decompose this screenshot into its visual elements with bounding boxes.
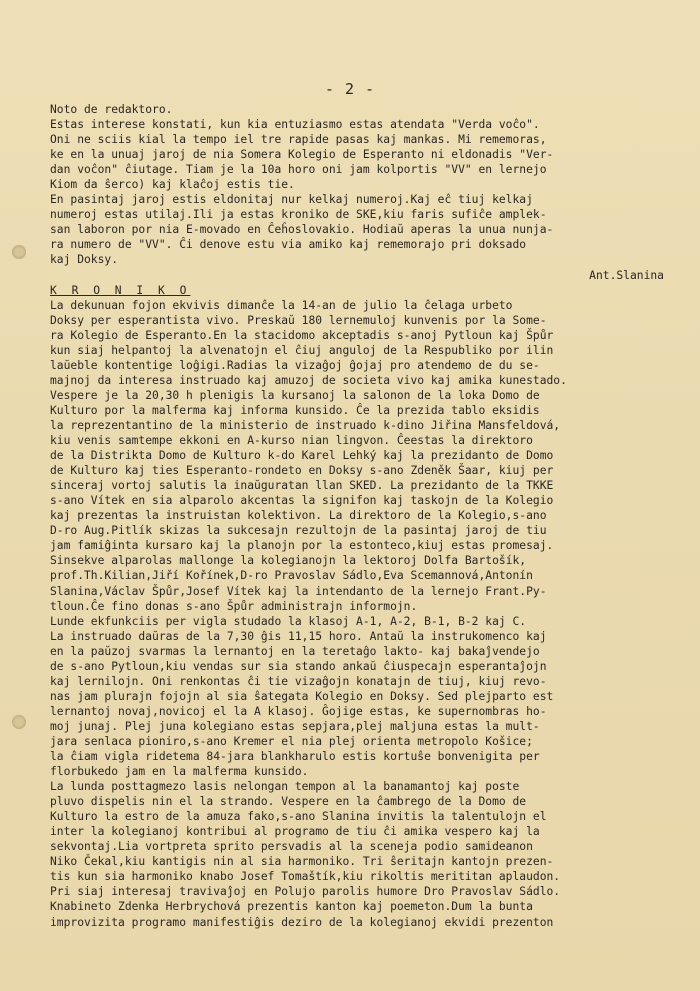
text-line: s-ano Vítek en sia alparolo akcentas la signifon kaj taskojn de la Kolegio (50, 494, 554, 508)
text-line: la reprezentantino de la ministerio de instruado k-dino Jiřina Mansfeldová, (50, 418, 561, 432)
text-line: en la paŭzoj svarmas la lernantoj en la teretaĝo lakto- kaj bakaĵvendejo (50, 644, 540, 658)
text-line: prof.Th.Kilian,Jiří Kořínek,D-ro Pravoslav Sádlo,Eva Scemannová,Antonín (50, 569, 533, 583)
text-line: En pasintaj jaroj estis eldonitaj nur kelkaj numeroj.Kaj eĉ tiuj kelkaj (50, 193, 533, 207)
text-line: Oni ne sciis kial la tempo iel tre rapide pasas kaj mankas. Mi rememoras, (50, 133, 547, 147)
text-line: inter la kolegianoj kontribui al programo de tiu ĉi amika vespero kaj la (50, 825, 540, 839)
punch-hole (12, 715, 26, 729)
text-line: sekvontaj.Lia vortpreta sprito persvadis al la sceneja podio samideanon (50, 840, 533, 854)
text-line: jam famiĝinta kursaro kaj la planojn por la estonteco,kiuj estas promesaj. (50, 539, 554, 553)
text-line: tis kun sia harmoniko knabo Josef Tomaštík,kiu rikoltis merititan aplaudon. (50, 870, 561, 884)
text-line: laŭeble kontentige loĝigi.Radias la vizaĝoj ĝojaj pro atendemo de du se- (50, 358, 540, 372)
text-line: majnoj da interesa instruado kaj amuzoj de societa vivo kaj amika kunestado. (50, 373, 567, 387)
text-line: La lunda posttagmezo lasis nelongan tempon al la banamantoj kaj poste (50, 780, 520, 794)
text-line: Knabineto Zdenka Herbrychová prezentis kanton kaj poemeton.Dum la bunta (50, 900, 533, 914)
text-line: Kulturo por la malferma kaj informa kunsido. Ĉe la prezida tablo eksidis (50, 403, 540, 417)
text-line: kaj lernilojn. Oni renkontas ĉi tie vizaĝojn konatajn de tiuj, kiuj revo- (50, 674, 547, 688)
text-line: lernantoj novaj,novicoj el la A klasoj. Ĝojige estas, ke supernombras ho- (50, 704, 547, 718)
text-line: tloun.Ĉe fino donas s-ano Špůr administrajn informojn. (50, 599, 418, 613)
text-line: sinceraj vortoj salutis la inaŭguratan llan SKED. La prezidanto de la TKKE (50, 479, 554, 493)
text-line: Slanina,Václav Špůr,Josef Vítek kaj la intendanto de la lernejo Frant.Py- (50, 584, 547, 598)
text-line: ke en la unuaj jaroj de nia Somera Kolegio de Esperanto ni eldonadis "Ver- (50, 148, 554, 162)
editor-note-heading: Noto de redaktoro. (50, 103, 173, 116)
text-line: Lunde ekfunkciis per vigla studado la klasoj A-1, A-2, B-1, B-2 kaj C. (50, 614, 527, 628)
text-line: de Kulturo kaj ties Esperanto-rondeto en Doksy s-ano Zdeněk Šaar, kiuj per (50, 464, 554, 478)
text-line: Niko Čekal,kiu kantigis nin al sia harmoniko. Tri ŝeritajn kantojn prezen- (50, 855, 554, 869)
punch-hole (12, 245, 26, 259)
text-line: san laboron por nia E-movado en Ĉeĥoslovakio. Hodiaŭ aperas la unua nunja- (50, 223, 554, 237)
text-line: ra numero de "VV". Ĉi denove estu via amiko kaj rememorajo pri doksado (50, 238, 527, 252)
text-line: nas jam plurajn fojojn al sia ŝategata Kolegio en Doksy. Sed plejparto est (50, 689, 554, 703)
text-line: Kiom da ŝerco) kaj klaĉoj estis tie. (50, 178, 295, 192)
kroniko-body (50, 298, 676, 930)
text-line: kaj Doksy. (50, 253, 119, 267)
typed-text-body (50, 102, 676, 930)
text-line: jara senlaca pioniro,s-ano Kremer el nia plej orienta metropolo Košice; (50, 734, 533, 748)
text-line: Pri siaj interesaj travivaĵoj en Polujo parolis humore Dro Pravoslav Sádlo. (50, 885, 561, 899)
text-line: Estas interese konstati, kun kia entuziasmo estas atendata "Verda voĉo". (50, 118, 540, 132)
text-line: kun siaj helpantoj la alvenatojn el ĉiuj anguloj de la Respubliko por ilin (50, 343, 554, 357)
editor-note-body (50, 117, 676, 267)
text-line: improvizita programo manifestiĝis deziro de la kolegianoj ekvidi prezenton (50, 915, 554, 929)
text-line: pluvo dispelis nin el la strando. Vespere en la ĉambrego de la Domo de (50, 795, 527, 809)
text-line: ra Kolegio de Esperanto.En la stacidomo akceptadis s-anoj Pytloun kaj Špůr (50, 328, 554, 342)
text-line: kaj prezentas la instruistan kolektivon. La direktoro de la Kolegio,s-ano (50, 509, 547, 523)
text-line: la ĉiam vigla ridetema 84-jara blankharulo estis kortuŝe bonvenigita per (50, 750, 540, 764)
kroniko-heading: K R O N I K O (50, 283, 191, 297)
text-line: Kulturo la estro de la amuza fako,s-ano Slanina invitis la talentulojn el (50, 810, 547, 824)
text-line: La instruado daŭras de la 7,30 ĝis 11,15 horo. Antaŭ la instrukomenco kaj (50, 629, 547, 643)
text-line: Vespere je la 20,30 h plenigis la kursanoj la salonon de la loka Domo de (50, 388, 540, 402)
text-line: La dekunuan fojon ekvivis dimanĉe la 14-an de julio la ĉelaga urbeto (50, 298, 513, 312)
text-line: D-ro Aug.Pitlík skizas la sukcesajn rezultojn de la pasintaj jaroj de tiu (50, 524, 547, 538)
text-line: kiu venis samtempe ekkoni en A-kurso nian lingvon. Ĉeestas la direktoro (50, 434, 533, 448)
text-line: numeroj estas utilaj.Ili ja estas kroniko de SKE,kiu faris sufiĉe amplek- (50, 208, 547, 222)
text-line: Sinsekve alparolas mallonge la kolegianojn la lektoroj Dolfa Bartošík, (50, 554, 527, 568)
text-line: dan voĉon" ĉiutage. Tiam je la 10a horo oni jam kolportis "VV" en lernejo (50, 163, 547, 177)
page-number: - 2 - (324, 80, 376, 98)
text-line: de la Distrikta Domo de Kulturo k-do Karel Lehký kaj la prezidanto de Domo (50, 449, 554, 463)
text-line: de s-ano Pytloun,kiu vendas sur sia stando ankaŭ ĉiuspecajn esperantaĵojn (50, 659, 547, 673)
text-line: Doksy per esperantista vivo. Preskaŭ 180 lernemuloj kunvenis por la Some- (50, 313, 547, 327)
editor-note-signature: Ant.Slanina (589, 268, 664, 282)
text-line: florbukedo jam en la malferma kunsido. (50, 765, 309, 779)
text-line: moj junaj. Plej juna kolegiano estas sepjara,plej maljuna estas la mult- (50, 719, 540, 733)
